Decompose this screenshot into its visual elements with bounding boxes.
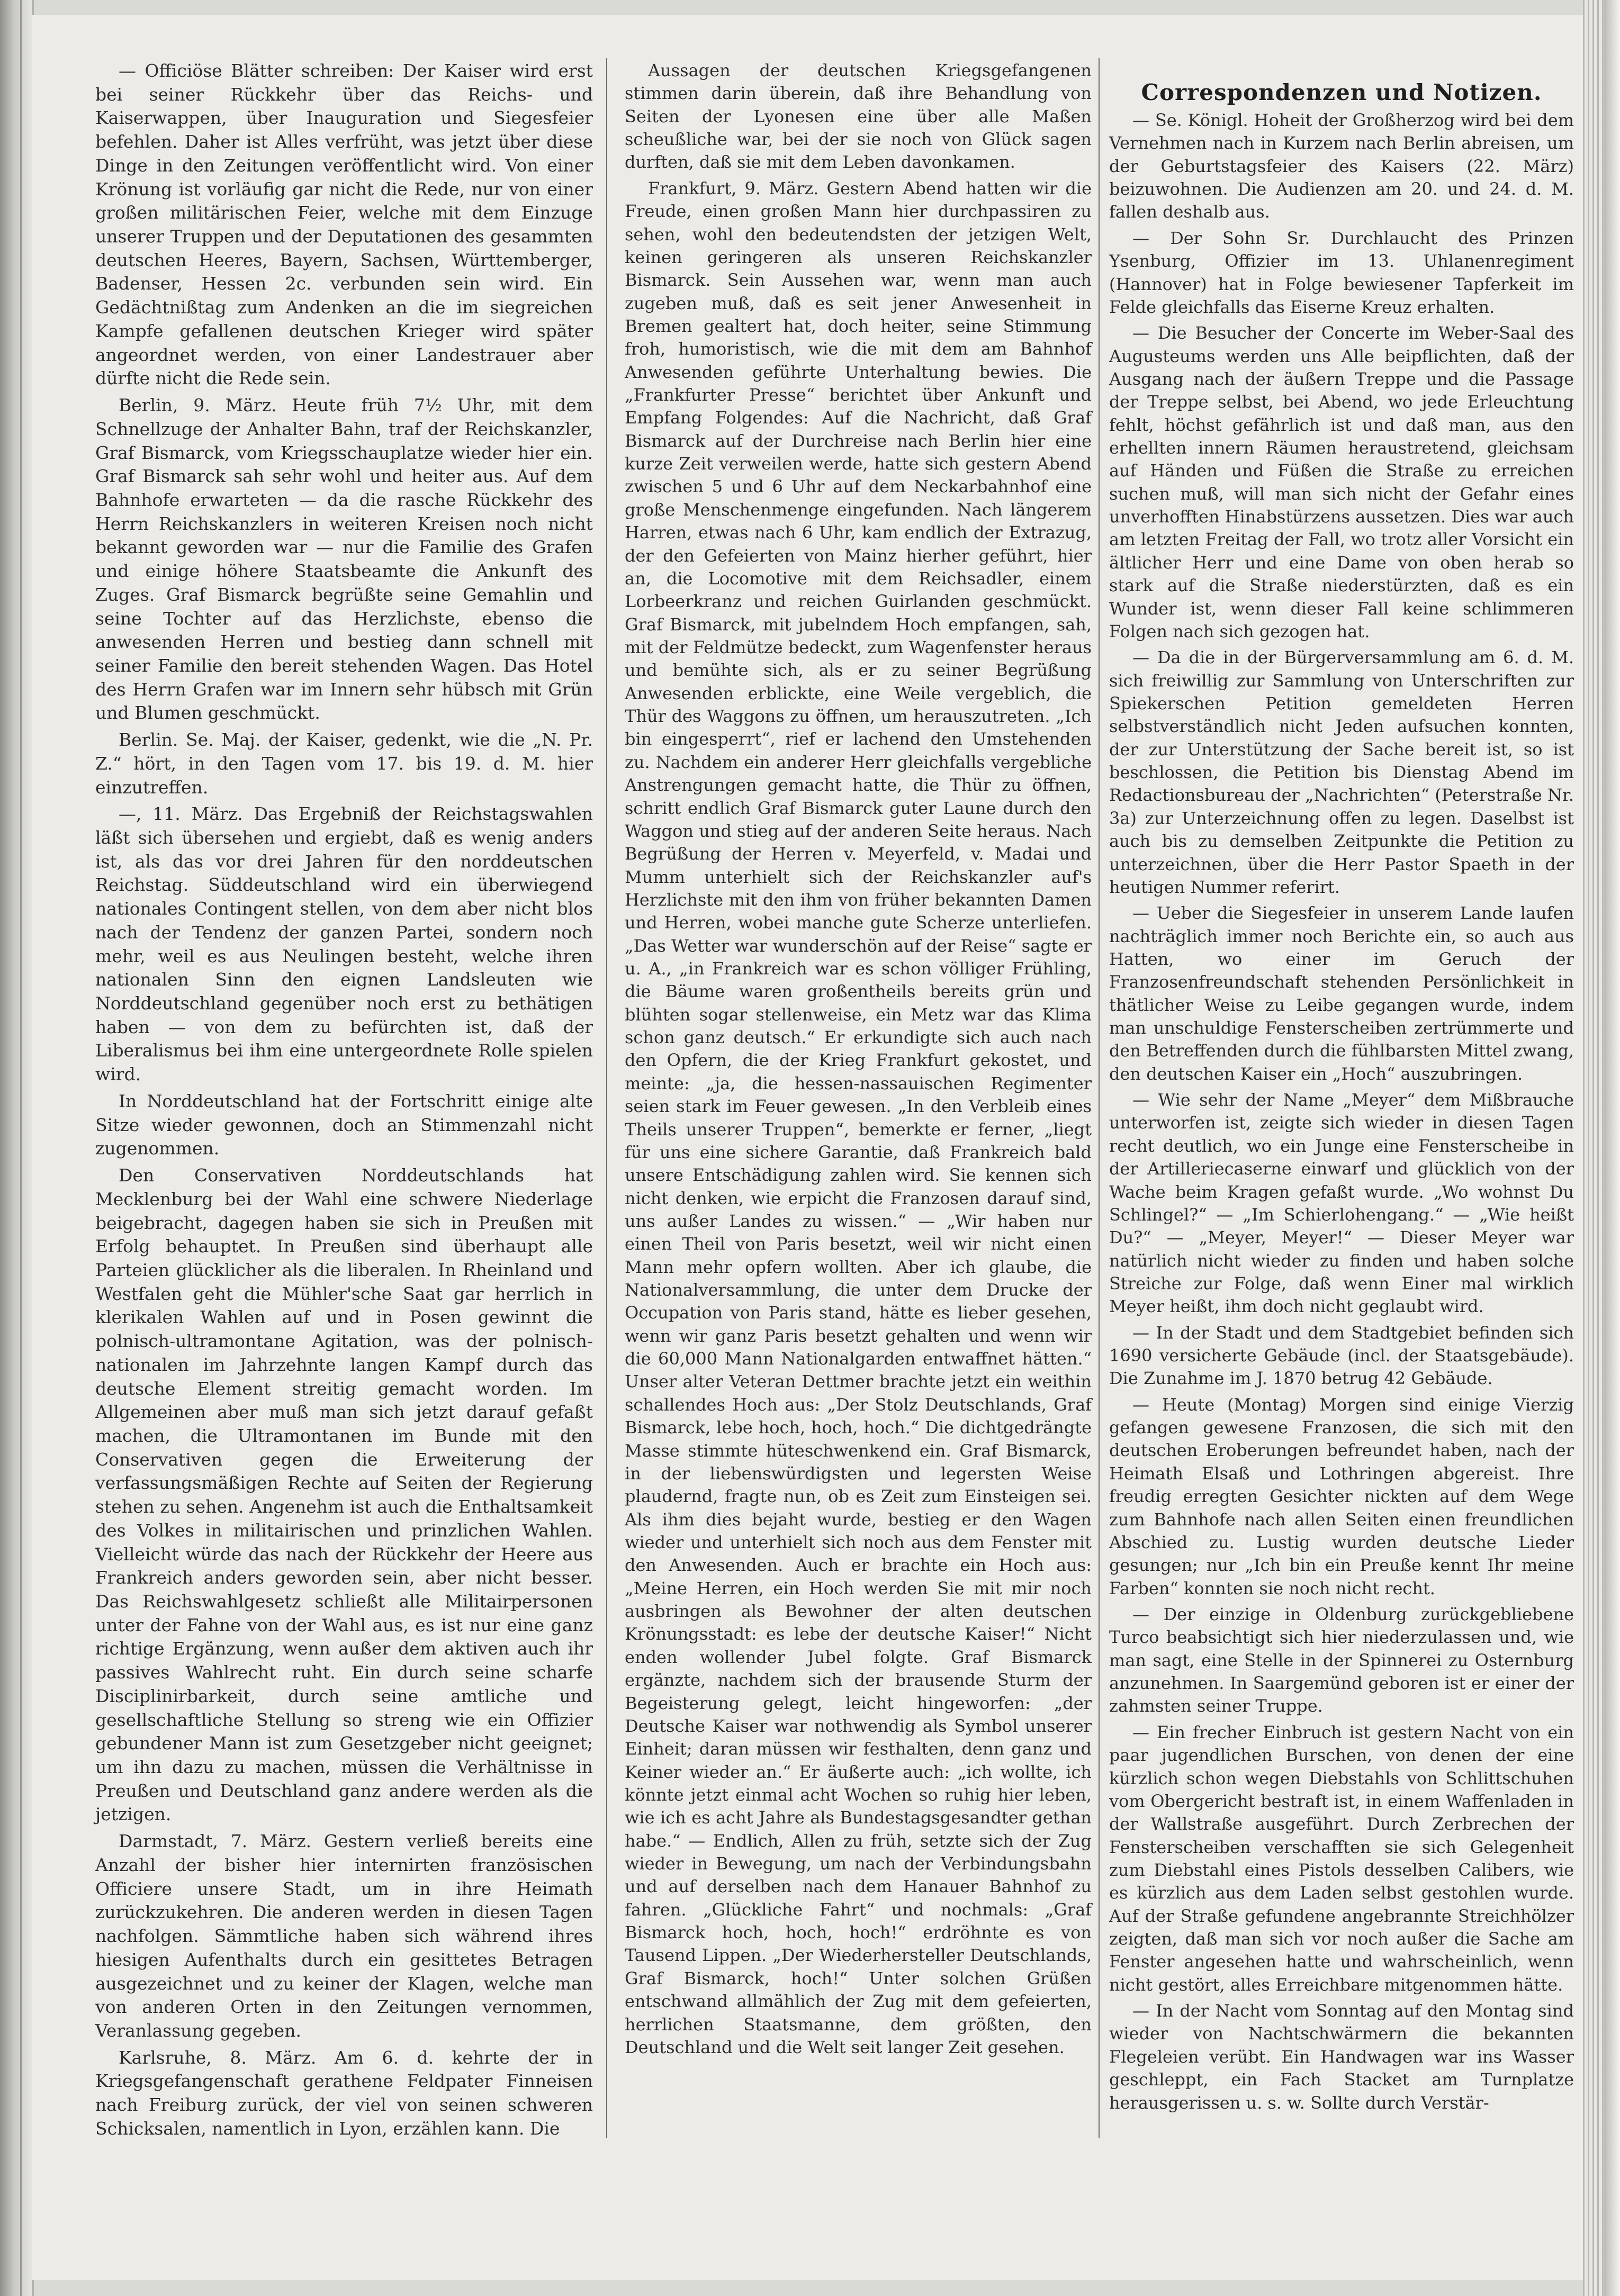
article-paragraph: Berlin, 9. März. Heute früh 7½ Uhr, mit dem Schnellzuge der Anhalter Bahn, traf der Reichskanzler, Graf Bismarck, vom Kriegsschauplatze wieder hier ein. Graf Bismarck sah sehr wohl und heiter aus. Auf dem Bahnhofe erwarteten — da die rasche Rückkehr des Herrn Reichskanzlers in weiteren Kreisen noch nicht bekannt geworden war — nur die Familie des Grafen und einige höhere Staatsbeamte die Ankunft des Zuges. Graf Bismarck begrüßte seine Gemahlin und seine Tochter auf das Herzlichste, ebenso die anwesenden Herren und bestieg dann schnell mit seiner Familie den bereit stehenden Wagen. Das Hotel des Herrn Grafen war im Innern sehr hübsch mit Grün und Blumen geschmückt. [95,395,593,724]
notice-paragraph: — Heute (Montag) Morgen sind einige Vierzig gefangen gewesene Franzosen, die sich mit den deutschen Eroberungen befreundet haben, nach der Heimath Elsaß und Lothringen abgereist. Ihre freudig erregten Gesichter nickten auf dem Wege zum Bahnhofe nach allen Seiten einen freundlichen Abschied zu. Lustig wurden deutsche Lieder gesungen; nur „Ich bin ein Preuße kennt Ihr meine Farben“ konnten sie noch nicht recht. [1109,1394,1574,1598]
column-rule-left [606,58,607,2138]
article-paragraph: Aussagen der deutschen Kriegsgefangenen stimmen darin überein, daß ihre Behandlung von Seiten der Lyonesen eine über alle Maßen scheußliche war, bei der sie noch von Glück sagen durften, daß sie mit dem Leben davonkamen. [625,60,1092,173]
column-middle [625,59,1092,2062]
article-paragraph: In Norddeutschland hat der Fortschritt einige alte Sitze wieder gewonnen, doch an Stimmenzahl nicht zugenommen. [95,1090,593,1159]
right-page-edge [1604,0,1620,2296]
article-paragraph: Frankfurt, 9. März. Gestern Abend hatten wir die Freude, einen großen Mann hier durchpassiren zu sehen, wohl den bedeutendsten der jetzigen Welt, keinen geringeren als unseren Reichskanzler Bismarck. Sein Aussehen war, wenn man auch zugeben muß, daß es seit jener Anwesenheit in Bremen gealtert hat, doch heiter, seine Stimmung froh, humoristisch, wie die mit dem am Bahnhof Anwesenden geführte Unterhaltung bewies. Die „Frankfurter Presse“ berichtet über Ankunft und Empfang Folgendes: Auf die Nachricht, daß Graf Bismarck auf der Durchreise nach Berlin hier eine kurze Zeit verweilen werde, hatte sich gestern Abend zwischen 5 und 6 Uhr auf dem Neckarbahnhof eine große Menschenmenge eingefunden. Nach längerem Harren, etwas nach 6 Uhr, kam endlich der Extrazug, der den Gefeierten von Mainz hierher geführt, hier an, die Locomotive mit dem Reichsadler, einem Lorbeerkranz und reichen Guirlanden geschmückt. Graf Bismarck, mit jubelndem Hoch empfangen, sah, mit der Feldmütze bedeckt, zum Wagenfenster heraus und bemühte sich, als er zu seiner Begrüßung Anwesenden erblickte, eine Weile vergeblich, die Thür des Waggons zu öffnen, um herauszutreten. „Ich bin eingesperrt“, rief er lachend den Umstehenden zu. Nachdem ein anderer Herr gleichfalls vergebliche Anstrengungen gemacht hatte, die Thür zu öffnen, schritt endlich Graf Bismarck guter Laune durch den Waggon und stieg auf der anderen Seite heraus. Nach Begrüßung der Herren v. Meyerfeld, v. Madai und Mumm unterhielt sich der Reichskanzler auf's Herzlichste mit den ihm von früher bekannten Damen und Herren, wobei manche gute Scherze unterliefen. „Das Wetter war wunderschön auf der Reise“ sagte er u. A., „in Frankreich war es schon völliger Frühling, die Bäume waren großentheils bereits grün und blühten sogar stellenweise, ein Metz war das Klima schon ganz deutsch.“ Er erkundigte sich auch nach den Opfern, die der Krieg Frankfurt gekostet, und meinte: „ja, die hessen-nassauischen Regimenter seien stark im Feuer gewesen. „In den Verbleib eines Theils unserer Truppen“, bemerkte er ferner, „liegt für uns eine sichere Garantie, daß Frankreich bald unsere Entschädigung zahlen wird. Sie kennen sich nicht denken, wie erpicht die Franzosen darauf sind, uns außer Landes zu wissen.“ — „Wir haben nur einen Theil von Paris besetzt, weil wir nicht einen Mann mehr opfern wollten. Aber ich glaube, die Nationalversammlung, die unter dem Drucke der Occupation von Paris stand, hätte es lieber gesehen, wenn wir ganz Paris besetzt gehalten und wenn wir die 60,000 Mann Nationalgarden entwaffnet hätten.“ Unser alter Veteran Dettmer brachte jetzt ein weithin schallendes Hoch aus: „Der Stolz Deutschlands, Graf Bismarck, lebe hoch, hoch, hoch.“ Die dichtgedrängte Masse stimmte hüteschwenkend ein. Graf Bismarck, in der liebenswürdigsten und legersten Weise plaudernd, fragte nun, ob es Zeit zum Einsteigen sei. Als ihm dies bejaht wurde, bestieg er den Wagen wieder und unterhielt sich noch aus dem Fenster mit den Anwesenden. Auch er brachte ein Hoch aus: „Meine Herren, ein Hoch werden Sie mit mir noch ausbringen als Bewohner der alten deutschen Krönungsstadt: es lebe der deutsche Kaiser!“ Nicht enden wollender Jubel folgte. Graf Bismarck ergänzte, nachdem sich der brausende Sturm der Begeisterung gelegt, leicht hingeworfen: „der Deutsche Kaiser war nothwendig als Symbol unserer Einheit; daran müssen wir festhalten, denn ganz und Keiner wieder an.“ Er äußerte auch: „ich wollte, ich könnte jetzt einmal acht Wochen so ruhig hier leben, wie ich es acht Jahre als Bundestagsgesandter gethan habe.“ — Endlich, Allen zu früh, setzte sich der Zug wieder in Bewegung, um nach der Verbindungsbahn und auf derselben nach dem Hanauer Bahnhof zu fahren. „Glückliche Fahrt“ und nochmals: „Graf Bismarck hoch, hoch, hoch!“ erdröhnte es von Tausend Lippen. „Der Wiederhersteller Deutschlands, Graf Bismarck, hoch!“ Unter solchen Grüßen entschwand allmählich der Zug mit dem gefeierten, herrlichen Staatsmanne, dem größten, den Deutschland und die Welt seit langer Zeit gesehen. [625,178,1092,2057]
article-paragraph: —, 11. März. Das Ergebniß der Reichstagswahlen läßt sich übersehen und ergiebt, daß es wenig anders ist, als das vor drei Jahren für den norddeutschen Reichstag. Süddeutschland wird ein überwiegend nationales Contingent stellen, von dem aber nicht blos nach der Tendenz der ganzen Partei, sondern noch mehr, weil es aus Neulingen besteht, welche ihren nationalen Sinn den eignen Landsleuten wie Norddeutschland gegenüber noch erst zu bethätigen haben — von dem zu befürchten ist, daß der Liberalismus bei ihm eine untergeordnete Rolle spielen wird. [95,803,593,1085]
article-paragraph: Den Conservativen Norddeutschlands hat Mecklenburg bei der Wahl eine schwere Niederlage beigebracht, dagegen haben sie sich in Preußen mit Erfolg behauptet. In Preußen sind überhaupt alle Parteien glücklicher als die liberalen. In Rheinland und Westfalen geht die Mühler'sche Saat gar herrlich in klerikalen Wahlen auf und in Posen gewinnt die polnisch-ultramontane Agitation, was der polnisch-nationalen im Jahrzehnte langen Kampf durch das deutsche Element streitig gemacht worden. Im Allgemeinen aber muß man sich jetzt darauf gefaßt machen, die Ultramontanen im Bunde mit den Conservativen gegen die Erweiterung der verfassungsmäßigen Rechte auf Seiten der Regierung stehen zu sehen. Angenehm ist auch die Enthaltsamkeit des Volkes in militairischen und prinzlichen Wahlen. Vielleicht würde das nach der Rückkehr der Heere aus Frankreich anders geworden sein, aber nicht besser. Das Reichswahlgesetz schließt alle Militairpersonen unter der Fahne von der Wahl aus, es ist nur eine ganz richtige Ergänzung, wenn außer dem aktiven auch ihr passives Wahlrecht ruht. Ein durch seine scharfe Disciplinirbarkeit, durch seine amtliche und gesellschaftliche Stellung so streng wie ein Offizier gebundener Mann ist zum Gesetzgeber nicht geeignet; um ihn dazu zu machen, müssen die Verhältnisse in Preußen und Deutschland ganz andere werden als die jetzigen. [95,1165,593,1825]
notice-paragraph: — In der Stadt und dem Stadtgebiet befinden sich 1690 versicherte Gebäude (incl. der Staatsgebäude). Die Zunahme im J. 1870 betrug 42 Gebäude. [1109,1322,1574,1389]
notice-paragraph: — Da die in der Bürgerversammlung am 6. d. M. sich freiwillig zur Sammlung von Unterschriften zur Spiekerschen Petition gemeldeten Herren selbstverständlich nicht Jeden aufsuchen konnten, der zur Unterstützung der Sache bereit ist, so ist beschlossen, die Petition bis Dienstag Abend im Redactionsbureau der „Nachrichten“ (Peterstraße Nr. 3a) zur Unterzeichnung offen zu legen. Daselbst ist auch bis zu demselben Zeitpunkte die Petition zu unterzeichnen, über die Herr Pastor Spaeth in der heutigen Nummer referirt. [1109,647,1574,897]
notice-paragraph: — Die Besucher der Concerte im Weber-Saal des Augusteums werden uns Alle beipflichten, daß der Ausgang nach der äußern Treppe und die Passage der Treppe selbst, bei Abend, wo jede Erleuchtung fehlt, höchst gefährlich ist und daß man, aus den erhellten innern Räumen heraustretend, gleichsam auf Händen und Füßen die Straße zu erreichen suchen muß, will man sich nicht der Gefahr eines unverhofften Hinabstürzens aussetzen. Dies war auch am letzten Freitag der Fall, wo trotz aller Vorsicht ein ältlicher Herr und eine Dame von oben herab so stark auf die Straße niederstürzten, daß es ein Wunder ist, wenn dieser Fall keine schlimmeren Folgen nach sich gezogen hat. [1109,323,1574,641]
notice-paragraph: — In der Nacht vom Sonntag auf den Montag sind wieder von Nachtschwärmern die bekannten Flegeleien verübt. Ein Handwagen war ins Wasser geschleppt, ein Fach Stacket am Turnplatze herausgerissen u. s. w. Sollte durch Verstär- [1109,2001,1574,2113]
article-paragraph: Berlin. Se. Maj. der Kaiser, gedenkt, wie die „N. Pr. Z.“ hört, in den Tagen vom 17. bis 19. d. M. hier einzutreffen. [95,729,593,798]
page-stack-edge [1583,0,1604,2296]
notice-paragraph: — Ueber die Siegesfeier in unserem Lande laufen nachträglich immer noch Berichte ein, so auch aus Hatten, wo einer im Geruch der Franzosenfreundschaft stehenden Persönlichkeit in thätlicher Weise zu Leibe gegangen wurde, indem man unschuldige Fensterscheiben zertrümmerte und den Betreffenden durch die fühlbarsten Mittel zwang, den deutschen Kaiser ein „Hoch“ auszubringen. [1109,903,1574,1084]
notice-paragraph: — Se. Königl. Hoheit der Großherzog wird bei dem Vernehmen nach in Kurzem nach Berlin abreisen, um der Geburtstagsfeier des Kaisers (22. März) beizuwohnen. Die Audienzen am 20. und 24. d. M. fallen deshalb aus. [1109,110,1574,222]
column-right [1109,109,1574,2118]
notice-paragraph: — Ein frecher Einbruch ist gestern Nacht von ein paar jugendlichen Burschen, von denen der eine kürzlich schon wegen Diebstahls von Schlittschuhen vom Obergericht bestraft ist, in einem Waffenladen in der Wallstraße ausgeführt. Durch Zerbrechen der Fensterscheiben verschafften sie sich Gelegenheit zum Diebstahl eines Pistols desselben Calibers, wie es kürzlich aus dem Laden selbst gestohlen wurde. Auf der Straße gefundene angebrannte Streichhölzer zeigten, daß man sich vor noch außer die Sache am Fenster angesehen hatte und wahrscheinlich, wenn nicht gestört, alles Erreichbare mitgenommen hätte. [1109,1722,1574,1995]
section-title: Correspondenzen und Notizen. [1141,79,1542,105]
column-rule-right [1099,58,1100,2138]
notice-paragraph: — Der Sohn Sr. Durchlaucht des Prinzen Ysenburg, Offizier im 13. Uhlanenregiment (Hannover) hat in Folge bewiesener Tapferkeit im Felde gleichfalls das Eiserne Kreuz erhalten. [1109,228,1574,317]
article-paragraph: — Officiöse Blätter schreiben: Der Kaiser wird erst bei seiner Rückkehr über das Reichs- und Kaiserwappen, über Inauguration und Siegesfeier befehlen. Daher ist Alles verfrüht, was jetzt über diese Dinge in den Zeitungen veröffentlicht wird. Von einer Krönung ist vorläufig gar nicht die Rede, nur von einer großen militärischen Feier, welche mit dem Einzuge unserer Truppen und der Deputationen des gesammten deutschen Heeres, Bayern, Sachsen, Württemberger, Badenser, Hessen 2c. verbunden sein wird. Ein Gedächtnißtag zum Andenken an die im siegreichen Kampfe gefallenen deutschen Krieger wird später angeordnet werden, von einer Landestrauer aber dürfte nicht die Rede sein. [95,60,593,389]
article-paragraph: Darmstadt, 7. März. Gestern verließ bereits eine Anzahl der bisher hier internirten französischen Officiere unsere Stadt, um in ihre Heimath zurückzukehren. Die anderen werden in diesen Tagen nachfolgen. Sämmtliche haben sich während ihres hiesigen Aufenthalts durch ein gesittetes Betragen ausgezeichnet und zu keiner der Klagen, welche man von anderen Orten in den Zeitungen vernommen, Veranlassung gegeben. [95,1831,593,2041]
notice-paragraph: — Der einzige in Oldenburg zurückgebliebene Turco beabsichtigt sich hier niederzulassen und, wie man sagt, eine Stelle in der Spinnerei zu Osternburg anzunehmen. In Saargemünd geboren ist er einer der zahmsten seiner Truppe. [1109,1604,1574,1716]
article-paragraph: Karlsruhe, 8. März. Am 6. d. kehrte der in Kriegsgefangenschaft gerathene Feldpater Finneisen nach Freiburg zurück, der viel von seinen schweren Schicksalen, namentlich in Lyon, erzählen kann. Die [95,2047,593,2139]
column-left [95,59,593,2144]
notice-paragraph: — Wie sehr der Name „Meyer“ dem Mißbrauche unterworfen ist, zeigte sich wieder in diesen Tagen recht deutlich, wo ein Junge eine Fensterscheibe in der Artilleriecaserne einwarf und glücklich von der Wache beim Kragen gefaßt wurde. „Wo wohnst Du Schlingel?“ — „Im Schierlohengang.“ — „Wie heißt Du?“ — „Meyer, Meyer!“ — Dieser Meyer war natürlich nicht wieder zu finden und haben solche Streiche zur Folge, daß wenn Einer mal wirklich Meyer heißt, ihm doch nicht geglaubt wird. [1109,1090,1574,1317]
